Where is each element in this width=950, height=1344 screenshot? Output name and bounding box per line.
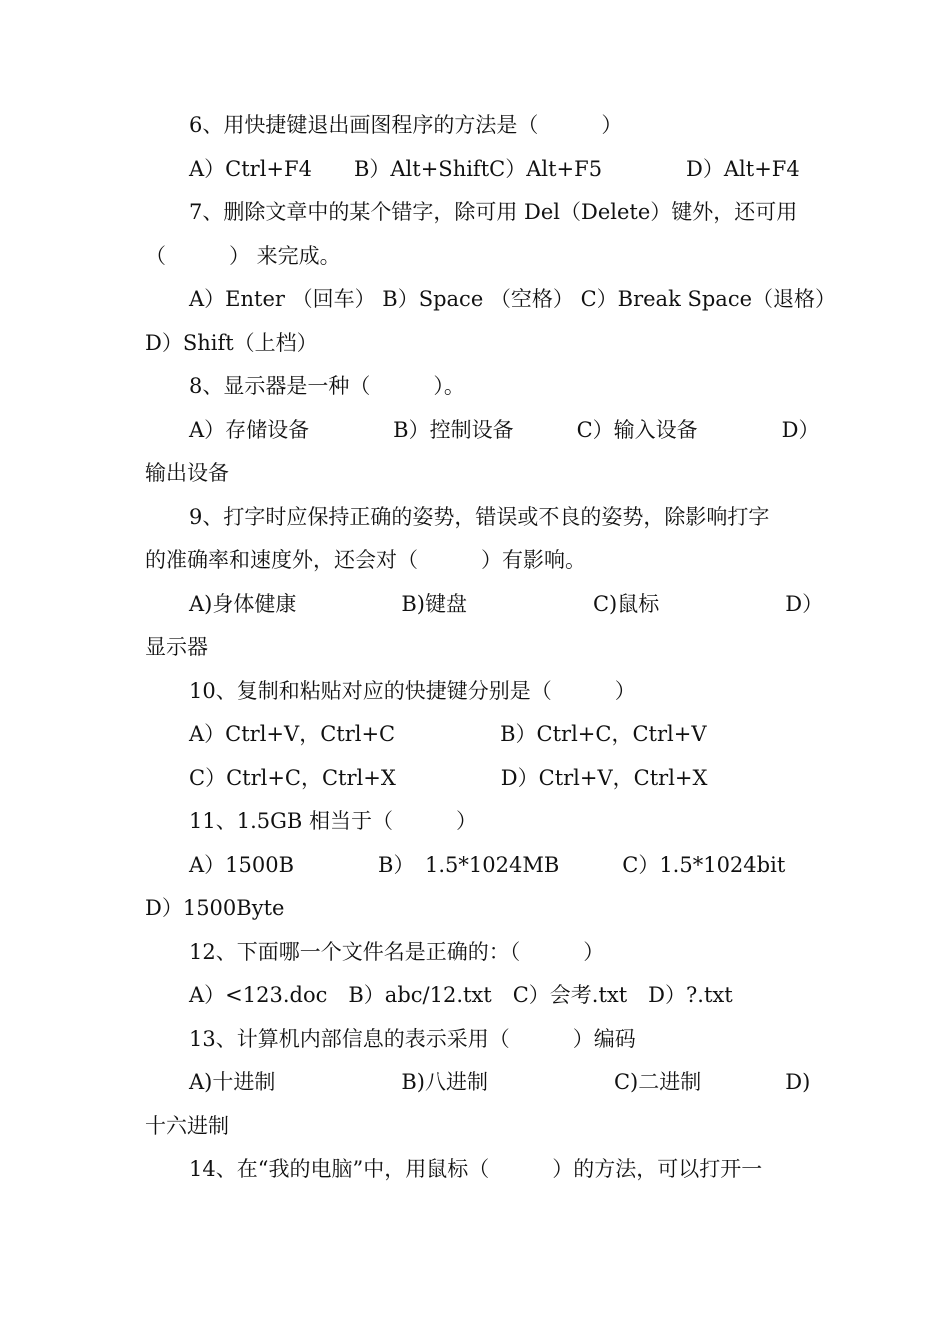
options-8-line-1: A）存储设备 B）控制设备 C）输入设备 D） bbox=[189, 418, 820, 442]
options-9-line-1: A)身体健康 B)键盘 C)鼠标 D） bbox=[189, 592, 824, 616]
question-10: 10、复制和粘贴对应的快捷键分别是（ ） bbox=[189, 679, 636, 703]
question-9-line-1: 9、打字时应保持正确的姿势，错误或不良的姿势，除影响打字 bbox=[189, 505, 770, 529]
options-6: A）Ctrl+F4 B）Alt+ShiftC）Alt+F5 D）Alt+F4 bbox=[189, 157, 800, 181]
options-7-line-1: A）Enter （回车） B）Space （空格） C）Break Space（退格） bbox=[189, 287, 837, 311]
question-7-line-1: 7、删除文章中的某个错字，除可用 Del（Delete）键外，还可用 bbox=[189, 200, 798, 224]
options-11-line-1: A）1500B B） 1.5*1024MB C）1.5*1024bit bbox=[189, 853, 786, 877]
question-9-line-2: 的准确率和速度外，还会对（ ）有影响。 bbox=[145, 548, 586, 572]
options-12: A）<123.doc B）abc/12.txt C）会考.txt D）?.txt bbox=[189, 983, 733, 1007]
question-11: 11、1.5GB 相当于（ ） bbox=[189, 809, 478, 833]
question-12: 12、下面哪一个文件名是正确的：（ ） bbox=[189, 940, 605, 964]
options-10-line-1: A）Ctrl+V，Ctrl+C B）Ctrl+C，Ctrl+V bbox=[189, 722, 707, 746]
question-6: 6、用快捷键退出画图程序的方法是（ ） bbox=[189, 113, 623, 137]
options-11-line-2: D）1500Byte bbox=[145, 896, 285, 920]
question-14: 14、在“我的电脑”中，用鼠标（ ）的方法，可以打开一 bbox=[189, 1157, 763, 1181]
options-13-line-2: 十六进制 bbox=[145, 1114, 229, 1138]
options-8-line-2: 输出设备 bbox=[145, 461, 229, 485]
question-7-line-2: （ ） 来完成。 bbox=[145, 244, 341, 268]
question-13: 13、计算机内部信息的表示采用（ ）编码 bbox=[189, 1027, 636, 1051]
options-13-line-1: A)十进制 B)八进制 C)二进制 D) bbox=[189, 1070, 811, 1094]
options-10-line-2: C）Ctrl+C，Ctrl+X D）Ctrl+V，Ctrl+X bbox=[189, 766, 708, 790]
question-8: 8、显示器是一种（ ）。 bbox=[189, 374, 465, 398]
options-7-line-2: D）Shift（上档） bbox=[145, 331, 318, 355]
options-9-line-2: 显示器 bbox=[145, 635, 208, 659]
